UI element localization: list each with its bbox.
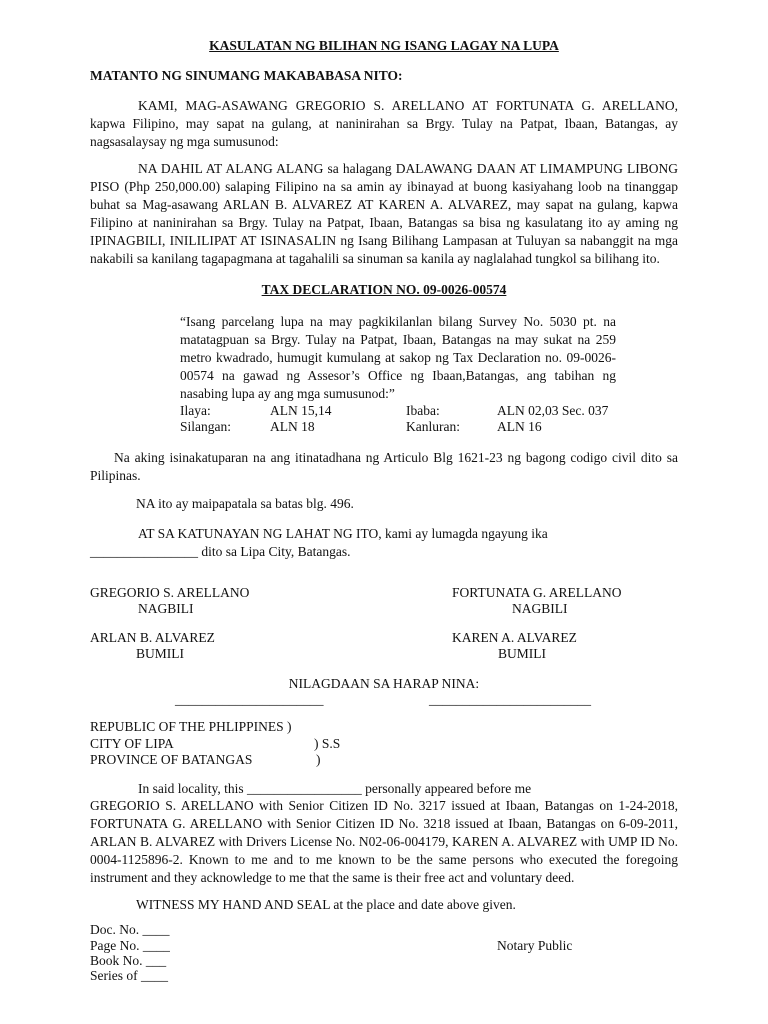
property-description-quote: “Isang parcelang lupa na may pagkikilanlan bilang Survey No. 5030 pt. na matatagpuan sa Brgy. Tulay na Patpat, Ibaan, Batangas na may sukat na 259 metro kwadrado, humugit kumulang at sakop ng Tax Declaration no. 09-0026-00574 na gawad ng Assesor’s Office ng Ibaan,Batangas, ang tabihan ng nasabing lupa ay ang mga sumusunod:”: [180, 314, 616, 401]
tax-declaration-heading: TAX DECLARATION NO. 09-0026-00574: [261, 282, 507, 297]
salutation: MATANTO NG SINUMANG MAKABABASA NITO:: [90, 68, 403, 83]
series-of: Series of ____: [90, 968, 168, 983]
ack-province: PROVINCE OF BATANGAS: [90, 752, 253, 767]
seller1-role: NAGBILI: [138, 601, 194, 616]
buyer1-role: BUMILI: [136, 646, 184, 661]
doc-no: Doc. No. ____: [90, 922, 170, 937]
notary-public-label: Notary Public: [497, 938, 573, 953]
boundary-kanluran-label: Kanluran:: [406, 419, 460, 434]
attestation-date-line: ________________ dito sa Lipa City, Batangas.: [90, 544, 351, 559]
witness-signature-line-2: ________________________: [429, 692, 591, 707]
acknowledgment-paragraph: GREGORIO S. ARELLANO with Senior Citizen ID No. 3217 issued at Ibaan, Batangas on 1-24-2018, FORTUNATA G. ARELLANO with Senior Citizen ID No. 3218 issued at Ibaan, Batangas on 6-09-2011, ARLAN B. ALVAREZ with Drivers License No. N02-06-004179, KAREN A. ALVAREZ with UMP ID No. 0004-1125896-2. Known to me and to me known to be the same persons who executed the foregoing instrument and they acknowledge to me that the same is their free act and voluntary deed.: [90, 798, 678, 885]
paragraph-consideration: NA DAHIL AT ALANG ALANG sa halagang DALAWANG DAAN AT LIMAMPUNG LIBONG PISO (Php 250,000.00) salaping Filipino na sa amin ay ibinayad at buong kasiyahang loob na tinanggap buhat sa Mag-asawang ARLAN B. ALVAREZ AT KAREN A. ALVAREZ, may sapat na gulang, kapwa Filipino at naninirahan sa Brgy. Tulay na Patpat, Ibaan, Batangas sa bisa ng kasulatang ito ay aming ng IPINAGBILI, INILILIPAT AT ISINASALIN ng Isang Bilihang Lampasan at Tuluyan sa nabanggit na mga nakabili sa kanilang tagapagmana at tagahalili sa sinuman sa kanila ay naglalahad tungkol sa bilihang ito.: [90, 161, 678, 266]
boundary-ibaba-label: Ibaba:: [406, 403, 440, 418]
ack-ss: ) S.S: [314, 736, 341, 751]
paragraph-parties: KAMI, MAG-ASAWANG GREGORIO S. ARELLANO AT FORTUNATA G. ARELLANO, kapwa Filipino, may sapat na gulang, at naninirahan sa Brgy. Tulay na Patpat, Ibaan, Batangas, ay nagsasalaysay ng mga sumusunod:: [90, 98, 678, 149]
boundary-kanluran-value: ALN 16: [497, 419, 542, 434]
seller2-role: NAGBILI: [512, 601, 568, 616]
boundary-ilaya-value: ALN 15,14: [270, 403, 332, 418]
buyer1-name: ARLAN B. ALVAREZ: [90, 630, 215, 645]
seller1-name: GREGORIO S. ARELLANO: [90, 585, 250, 600]
buyer2-role: BUMILI: [498, 646, 546, 661]
boundary-silangan-label: Silangan:: [180, 419, 231, 434]
witness-signature-line-1: ______________________: [175, 692, 324, 707]
ack-republic: REPUBLIC OF THE PHLIPPINES ): [90, 719, 292, 734]
boundary-silangan-value: ALN 18: [270, 419, 315, 434]
boundary-ilaya-label: Ilaya:: [180, 403, 211, 418]
page-no: Page No. ____: [90, 938, 170, 953]
ack-locality-line: In said locality, this _________________ personally appeared before me: [138, 781, 532, 796]
book-no: Book No. ___: [90, 953, 167, 968]
witness-hand-seal: WITNESS MY HAND AND SEAL at the place and date above given.: [136, 897, 516, 912]
boundary-ibaba-value: ALN 02,03 Sec. 037: [497, 403, 609, 418]
paragraph-registration: NA ito ay maipapatala sa batas blg. 496.: [136, 496, 354, 511]
document-title: KASULATAN NG BILIHAN NG ISANG LAGAY NA LUPA: [209, 38, 559, 53]
seller2-name: FORTUNATA G. ARELLANO: [452, 585, 622, 600]
paragraph-attestation: [90, 525, 678, 561]
witness-heading: NILAGDAAN SA HARAP NINA:: [288, 676, 480, 691]
ack-city: CITY OF LIPA: [90, 736, 174, 751]
buyer2-name: KAREN A. ALVAREZ: [452, 630, 577, 645]
ack-province-paren: ): [316, 752, 321, 767]
paragraph-civil-code: Na aking isinakatuparan na ang itinatadhana ng Articulo Blg 1621-23 ng bagong codigo civil dito sa Pilipinas.: [90, 450, 678, 483]
attestation-text: AT SA KATUNAYAN NG LAHAT NG ITO, kami ay lumagda ngayung ika: [138, 526, 548, 541]
